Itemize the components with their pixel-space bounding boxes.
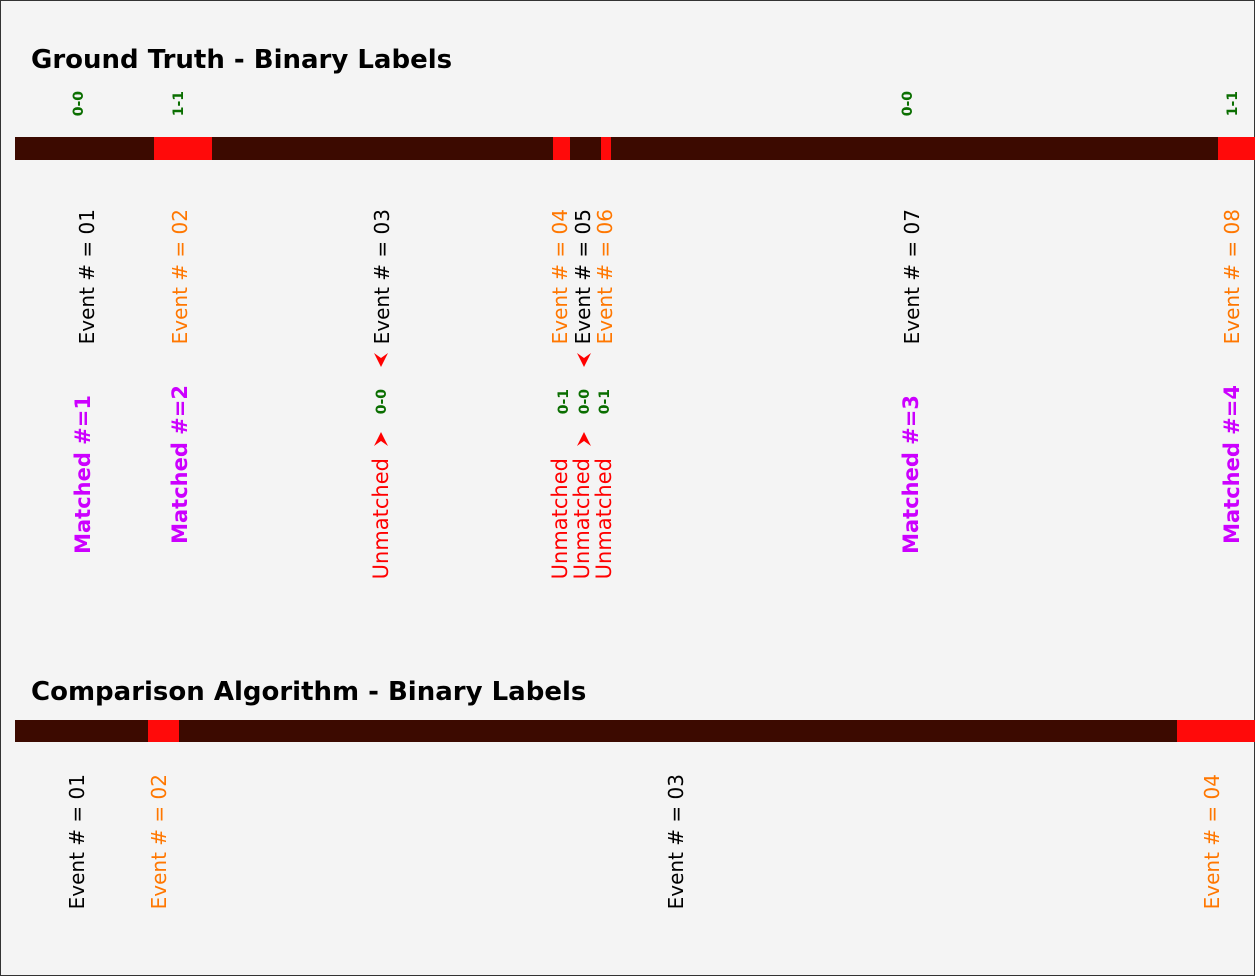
gt-event-label: Event # = 07 bbox=[900, 209, 924, 345]
matched-label: Matched #=1 bbox=[71, 395, 95, 554]
cmp-event-label: Event # = 04 bbox=[1200, 774, 1224, 910]
matched-label: Matched #=3 bbox=[899, 395, 923, 554]
comparison-track bbox=[15, 720, 1255, 742]
matched-label: Matched #=2 bbox=[168, 385, 192, 544]
cmp-event-label: Event # = 01 bbox=[65, 774, 89, 910]
gt-event-label: Event # = 03 bbox=[370, 209, 394, 345]
gt-code-1: 0-0 bbox=[71, 91, 87, 117]
gt-event-segment bbox=[601, 137, 611, 160]
gt-code-7: 0-0 bbox=[900, 91, 916, 117]
unmatched-code: 0-0 bbox=[577, 389, 593, 415]
gt-code-8: 1-1 bbox=[1225, 91, 1241, 117]
comparison-title: Comparison Algorithm - Binary Labels bbox=[31, 677, 587, 707]
gt-event-label: Event # = 06 bbox=[593, 209, 617, 345]
gt-event-label: Event # = 05 bbox=[571, 209, 595, 345]
gt-event-label: Event # = 02 bbox=[168, 209, 192, 345]
gt-event-segment bbox=[553, 137, 570, 160]
gt-event-segment bbox=[154, 137, 212, 160]
unmatched-label: Unmatched bbox=[570, 458, 594, 580]
gt-event-segment bbox=[1218, 137, 1255, 160]
gt-event-label: Event # = 04 bbox=[548, 209, 572, 345]
ground-truth-track bbox=[15, 137, 1255, 160]
cmp-event-label: Event # = 03 bbox=[664, 774, 688, 910]
unmatched-label: Unmatched bbox=[548, 458, 572, 580]
arrow-down-icon bbox=[576, 431, 592, 447]
cmp-event-segment bbox=[148, 720, 179, 742]
arrow-down-icon bbox=[373, 431, 389, 447]
gt-code-2: 1-1 bbox=[171, 91, 187, 117]
unmatched-label: Unmatched bbox=[592, 458, 616, 580]
ground-truth-title: Ground Truth - Binary Labels bbox=[31, 45, 453, 75]
cmp-event-label: Event # = 02 bbox=[147, 774, 171, 910]
cmp-event-segment bbox=[1177, 720, 1255, 742]
arrow-up-icon bbox=[373, 352, 389, 368]
unmatched-code: 0-1 bbox=[597, 389, 613, 415]
matched-label: Matched #=4 bbox=[1220, 385, 1244, 544]
unmatched-label: Unmatched bbox=[369, 458, 393, 580]
arrow-up-icon bbox=[576, 352, 592, 368]
unmatched-code: 0-1 bbox=[556, 389, 572, 415]
unmatched-code: 0-0 bbox=[374, 389, 390, 415]
gt-event-label: Event # = 08 bbox=[1220, 209, 1244, 345]
gt-event-label: Event # = 01 bbox=[75, 209, 99, 345]
